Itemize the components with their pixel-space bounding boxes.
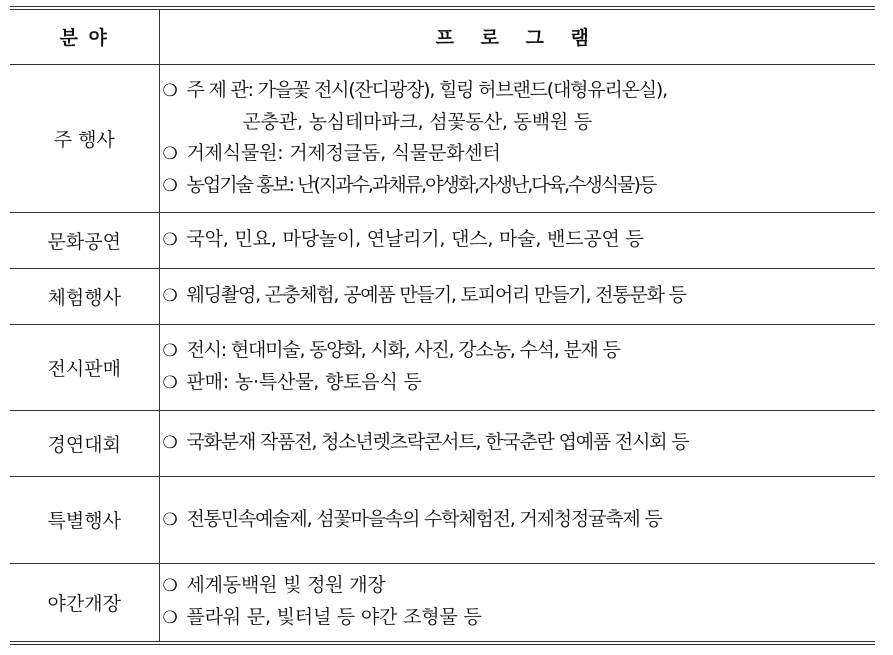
table-row <box>10 410 875 476</box>
header-row <box>10 8 875 64</box>
bullet-icon: ❍ <box>162 373 178 393</box>
program-line: ❍ 국악, 민요, 마당놀이, 연날리기, 댄스, 마술, 밴드공연 등 <box>163 224 876 256</box>
category-cell: 전시판매 <box>10 324 159 410</box>
category-cell: 경연대회 <box>10 410 159 476</box>
program-line: ❍ 국화분재 작품전, 청소년렛츠락콘서트, 한국춘란 엽예품 전시회 등 <box>163 427 876 459</box>
program-cell <box>159 64 875 212</box>
bullet-icon: ❍ <box>162 608 178 629</box>
program-line: ❍ 거제식물원: 거제정글돔, 식물문화센터 <box>163 138 876 170</box>
bullet-icon: ❍ <box>162 433 178 453</box>
program-cell <box>159 324 875 410</box>
program-table <box>10 6 875 645</box>
category-cell: 체험행사 <box>10 268 159 324</box>
bullet-icon: ❍ <box>162 509 178 530</box>
program-line: ❍ 농업기술 홍보: 난(지과수,과채류,야생화,자생난,다육,수생식물)등 <box>163 170 876 202</box>
program-line: ❍ 세계동백원 빛 정원 개장 <box>163 570 876 602</box>
program-cell <box>159 563 875 643</box>
bullet-icon: ❍ <box>162 576 178 597</box>
table-row <box>10 212 875 268</box>
program-line: ❍ 전시: 현대미술, 동양화, 시화, 사진, 강소농, 수석, 분재 등 <box>163 335 876 367</box>
bullet-icon: ❍ <box>162 230 178 250</box>
category-cell: 문화공연 <box>10 212 159 268</box>
program-line: ❍ 주 제 관: 가을꽃 전시(잔디광장), 힐링 허브랜드(대형유리온실), <box>163 75 876 107</box>
bullet-icon: ❍ <box>162 143 178 164</box>
bullet-icon: ❍ <box>162 175 178 196</box>
bullet-icon: ❍ <box>162 341 178 361</box>
bullet-icon: ❍ <box>162 80 178 101</box>
program-line: 곤충관, 농심테마파크, 섬꽃동산, 동백원 등 <box>242 110 592 133</box>
table-row <box>10 64 875 212</box>
category-cell: 주 행사 <box>10 64 159 212</box>
program-line: ❍ 웨딩촬영, 곤충체험, 공예품 만들기, 토피어리 만들기, 전통문화 등 <box>163 280 876 312</box>
program-cell <box>159 476 875 563</box>
program-line: ❍ 전통민속예술제, 섬꽃마을속의 수학체험전, 거제청정귤축제 등 <box>163 504 876 536</box>
category-cell: 특별행사 <box>10 476 159 563</box>
program-cell <box>159 212 875 268</box>
header-field: 분 야 <box>10 8 159 64</box>
program-line: ❍ 판매: 농·특산물, 향토음식 등 <box>163 367 876 399</box>
category-cell: 야간개장 <box>10 563 159 643</box>
table-row <box>10 563 875 643</box>
program-cell <box>159 268 875 324</box>
program-line: ❍ 플라워 문, 빛터널 등 야간 조형물 등 <box>163 602 876 634</box>
table-row <box>10 268 875 324</box>
bullet-icon: ❍ <box>162 286 178 306</box>
header-program: 프 로 그 램 <box>159 8 875 64</box>
program-cell <box>159 410 875 476</box>
table-row <box>10 324 875 410</box>
table-row <box>10 476 875 563</box>
